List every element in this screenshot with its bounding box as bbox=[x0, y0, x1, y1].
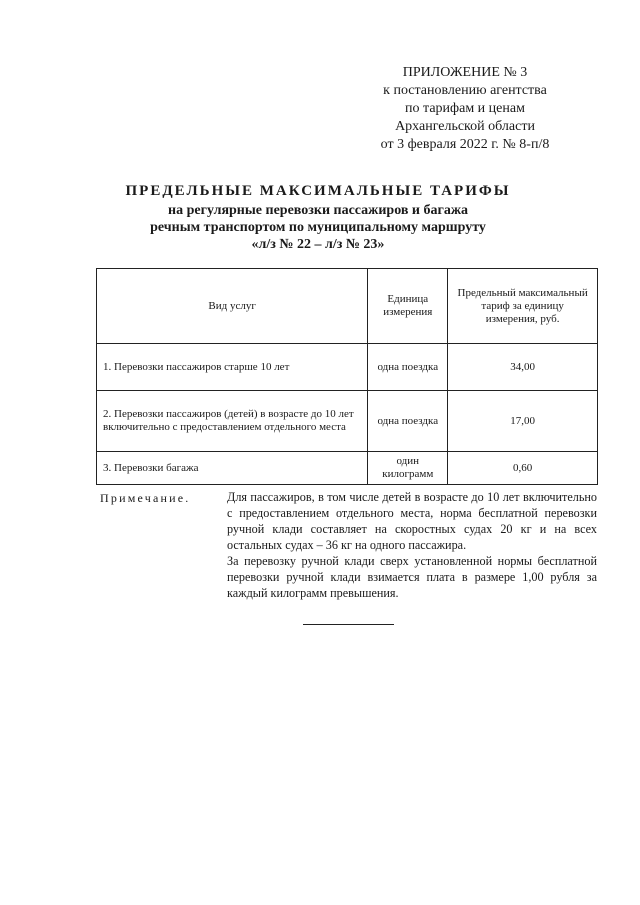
table-header-row bbox=[97, 269, 598, 344]
service-cell: 2. Перевозки пассажиров (детей) в возрасте до 10 лет включительно с предоставлением отдельного места bbox=[97, 391, 368, 452]
title-line: речным транспортом по муниципальному маршруту bbox=[150, 220, 486, 235]
tariff-cell: 0,60 bbox=[448, 452, 598, 485]
closing-rule bbox=[303, 624, 394, 625]
table-row bbox=[97, 344, 598, 391]
tariff-cell: 17,00 bbox=[448, 391, 598, 452]
appendix-date: от 3 февраля 2022 г. № 8-п/8 bbox=[380, 137, 550, 152]
column-header-unit: Единица измерения bbox=[368, 269, 448, 344]
tariff-table bbox=[96, 268, 598, 485]
note-label: Примечание. bbox=[100, 491, 191, 505]
document-title bbox=[90, 183, 546, 253]
appendix-header bbox=[350, 64, 580, 154]
appendix-number: ПРИЛОЖЕНИЕ № 3 bbox=[402, 65, 528, 80]
service-cell: 1. Перевозки пассажиров старше 10 лет bbox=[97, 344, 368, 391]
tariff-cell: 34,00 bbox=[448, 344, 598, 391]
table-row bbox=[97, 391, 598, 452]
appendix-ref-line: к постановлению агентства bbox=[383, 83, 547, 98]
title-main: ПРЕДЕЛЬНЫЕ МАКСИМАЛЬНЫЕ ТАРИФЫ bbox=[125, 183, 511, 199]
appendix-ref-line: по тарифам и ценам bbox=[405, 101, 525, 116]
table-row bbox=[97, 452, 598, 485]
service-cell: 3. Перевозки багажа bbox=[97, 452, 368, 485]
title-line: на регулярные перевозки пассажиров и багажа bbox=[168, 203, 468, 218]
note-paragraph: За перевозку ручной клади сверх установленной нормы бесплатной перевозки ручной клади взимается плата в размере 1,00 рубля за каждый килограмм превышения. bbox=[227, 554, 597, 600]
unit-cell: один килограмм bbox=[368, 452, 448, 485]
column-header-tariff: Предельный максимальный тариф за единицу измерения, руб. bbox=[448, 269, 598, 344]
note-paragraph: Для пассажиров, в том числе детей в возрасте до 10 лет включительно с предоставлением отдельного места, норма бесплатной перевозки ручной клади составляет на скоростных судах 20 кг и на всех остальных судах – 36 кг на одного пассажира. bbox=[227, 490, 597, 552]
unit-cell: одна поездка bbox=[368, 391, 448, 452]
note-text bbox=[227, 489, 597, 601]
unit-cell: одна поездка bbox=[368, 344, 448, 391]
title-route: «л/з № 22 – л/з № 23» bbox=[251, 237, 385, 252]
appendix-ref-line: Архангельской области bbox=[395, 119, 535, 134]
column-header-service: Вид услуг bbox=[97, 269, 368, 344]
